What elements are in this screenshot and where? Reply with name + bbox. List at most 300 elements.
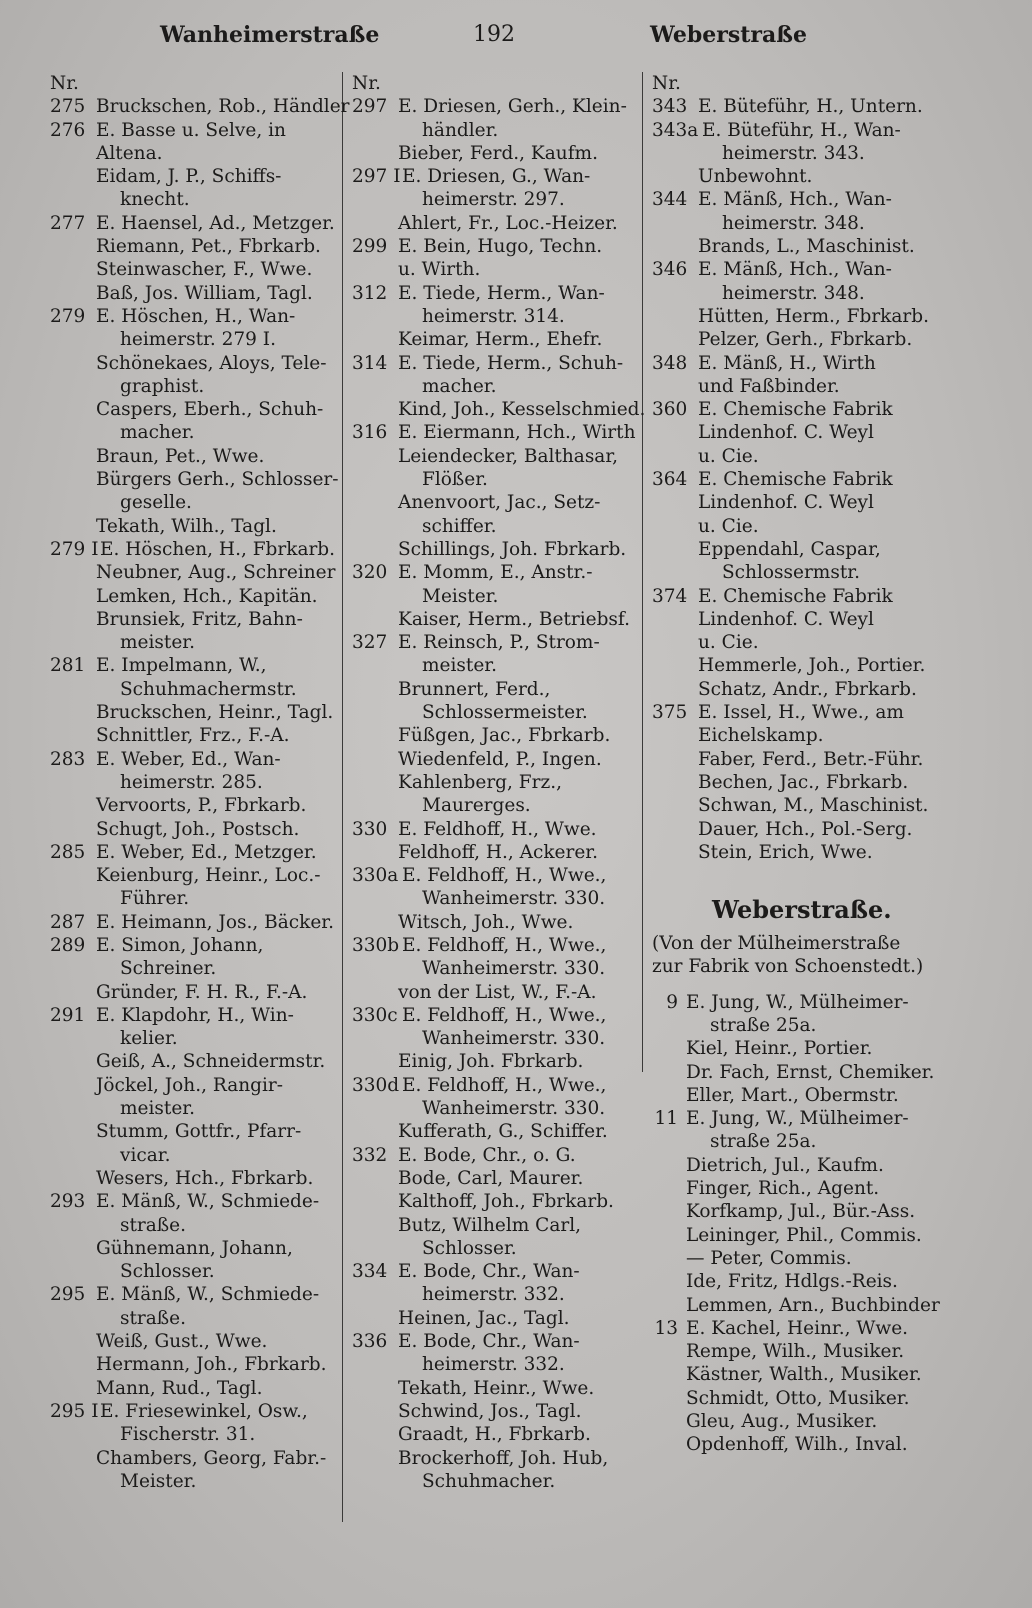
entry-text: Schugt, Joh., Postsch.: [96, 818, 300, 840]
directory-entry: [652, 585, 982, 608]
entry-text: Eller, Mart., Obermstr.: [686, 1084, 899, 1106]
header-street-left: Wanheimerstraße: [160, 22, 380, 48]
entry-text: Eppendahl, Caspar,: [698, 538, 881, 560]
entry-text: E. Issel, H., Wwe., am: [698, 702, 904, 724]
directory-entry: [352, 794, 642, 817]
entry-text: u. Wirth.: [398, 259, 481, 281]
entry-text: straße 25a.: [710, 1131, 817, 1153]
entry-text: Bürgers Gerh., Schlosser-: [96, 469, 339, 491]
directory-entry: [652, 1363, 982, 1386]
directory-entry: [50, 95, 350, 118]
entry-text: Lindenhof. C. Weyl: [698, 422, 874, 444]
directory-entry: [652, 1037, 982, 1060]
house-number: 348: [652, 352, 688, 374]
house-number: 13: [654, 1317, 678, 1339]
entry-text: Chambers, Georg, Fabr.-: [96, 1447, 327, 1469]
directory-entry: [50, 445, 350, 468]
directory-entry: [352, 1214, 642, 1237]
directory-entry: [50, 375, 350, 398]
entry-text: Faber, Ferd., Betr.-Führ.: [698, 748, 924, 770]
entry-text: Finger, Rich., Agent.: [686, 1178, 880, 1200]
entry-text: Ahlert, Fr., Loc.-Heizer.: [398, 212, 618, 234]
entry-text: Schillings, Joh. Fbrkarb.: [398, 538, 627, 560]
house-number: 277: [50, 212, 86, 234]
house-number: 330a: [352, 865, 399, 887]
entry-text: Meister.: [422, 585, 499, 607]
entry-text: E. Klapdohr, H., Win-: [96, 1004, 294, 1026]
directory-entry: [50, 1144, 350, 1167]
entry-text: E. Eiermann, Hch., Wirth: [398, 422, 636, 444]
entry-text: knecht.: [120, 189, 190, 211]
house-number: 297: [352, 96, 388, 118]
directory-entry: [352, 561, 642, 584]
directory-entry: [50, 1074, 350, 1097]
entry-text: Stumm, Gottfr., Pfarr-: [96, 1121, 302, 1143]
street-description: (Von der Mülheimerstraße: [652, 933, 901, 955]
nr-heading: Nr.: [352, 73, 381, 94]
entry-text: Flößer.: [422, 469, 488, 491]
directory-entry: [50, 957, 350, 980]
directory-entry: [352, 468, 642, 491]
header-street-right: Weberstraße: [650, 22, 807, 48]
house-number: 283: [50, 748, 86, 770]
house-number: 9: [666, 991, 678, 1013]
directory-entry: [352, 305, 642, 328]
entry-text: Eichelskamp.: [698, 725, 824, 747]
entry-text: u. Cie.: [698, 445, 759, 467]
directory-entry: [50, 701, 350, 724]
directory-entry: [652, 1154, 982, 1177]
entry-text: Bruckschen, Rob., Händler: [96, 96, 350, 118]
directory-entry: [352, 1097, 642, 1120]
entry-text: Butz, Wilhelm Carl,: [398, 1214, 582, 1236]
entry-text: Weiß, Gust., Wwe.: [96, 1331, 268, 1353]
directory-entry: [50, 188, 350, 211]
entry-text: Brockerhoff, Joh. Hub,: [398, 1447, 609, 1469]
directory-entry: [50, 654, 350, 677]
directory-entry: [352, 1260, 642, 1283]
directory-entry: [352, 1330, 642, 1353]
directory-entry: [352, 585, 642, 608]
entry-text: Schreiner.: [120, 958, 217, 980]
entry-text: E. Driesen, G., Wan-: [402, 166, 591, 188]
directory-entry: [352, 515, 642, 538]
directory-entry: [352, 608, 642, 631]
directory-entry: [352, 375, 642, 398]
entry-text: Braun, Pet., Wwe.: [96, 445, 265, 467]
street-title-weberstrasse: Weberstraße.: [712, 895, 892, 925]
directory-entry: [50, 212, 350, 235]
entry-text: Bechen, Jac., Fbrkarb.: [698, 771, 909, 793]
directory-entry: [352, 1237, 642, 1260]
entry-text: Feldhoff, H., Ackerer.: [398, 841, 598, 863]
directory-entry: [50, 1423, 350, 1446]
directory-entry: [50, 771, 350, 794]
directory-entry: [652, 515, 982, 538]
directory-entry: [652, 165, 982, 188]
directory-entry: [652, 1387, 982, 1410]
entry-text: E. Haensel, Ad., Metzger.: [96, 212, 335, 234]
entry-text: Kufferath, G., Schiffer.: [398, 1121, 608, 1143]
directory-entry: [352, 934, 642, 957]
directory-entry: [652, 1270, 982, 1293]
entry-text: Witsch, Joh., Wwe.: [398, 911, 574, 933]
entry-text: Kalthoff, Joh., Fbrkarb.: [398, 1191, 614, 1213]
entry-text: Wanheimerstr. 330.: [422, 958, 606, 980]
directory-entry: [50, 398, 350, 421]
entry-text: Brunsiek, Fritz, Bahn-: [96, 608, 303, 630]
directory-entry: [50, 1004, 350, 1027]
house-number: 346: [652, 259, 688, 281]
entry-text: Bieber, Ferd., Kaufm.: [398, 142, 598, 164]
entry-text: meister.: [120, 1098, 195, 1120]
entry-text: Jöckel, Joh., Rangir-: [96, 1074, 284, 1096]
directory-entry: [652, 631, 982, 654]
entry-text: Schlosser.: [422, 1237, 517, 1259]
entry-text: Brands, L., Maschinist.: [698, 236, 915, 258]
directory-entry: [652, 748, 982, 771]
directory-entry: [652, 1433, 982, 1456]
directory-entry: [352, 631, 642, 654]
directory-entry: [352, 724, 642, 747]
entry-text: Rempe, Wilh., Musiker.: [686, 1341, 905, 1363]
directory-entry: [352, 352, 642, 375]
directory-entry: [50, 1190, 350, 1213]
entry-text: Kahlenberg, Frz.,: [398, 771, 562, 793]
entry-text: Wiedenfeld, P., Ingen.: [398, 748, 602, 770]
directory-entry: [50, 1470, 350, 1493]
directory-entry: [652, 421, 982, 444]
entry-text: macher.: [120, 422, 195, 444]
entry-text: E. Feldhoff, H., Wwe.,: [402, 1004, 607, 1026]
entry-text: Wanheimerstr. 330.: [422, 1028, 606, 1050]
entry-text: Opdenhoff, Wilh., Inval.: [686, 1434, 908, 1456]
house-number: 336: [352, 1331, 388, 1353]
directory-entry: [652, 991, 982, 1014]
page-header: [0, 22, 1032, 62]
directory-entry: [352, 119, 642, 142]
house-number: 374: [652, 585, 688, 607]
house-number: 330d: [352, 1074, 400, 1096]
entry-text: E. Büteführ, H., Untern.: [698, 96, 923, 118]
directory-entry: [50, 748, 350, 771]
directory-entry: [50, 608, 350, 631]
directory-entry: [50, 1260, 350, 1283]
directory-entry: [352, 421, 642, 444]
directory-entry: [652, 1340, 982, 1363]
entry-text: Baß, Jos. William, Tagl.: [96, 282, 313, 304]
directory-entry: [652, 142, 982, 165]
directory-entry: [50, 1447, 350, 1470]
entry-text: Einig, Joh. Fbrkarb.: [398, 1051, 584, 1073]
entry-text: Mann, Rud., Tagl.: [96, 1377, 263, 1399]
entry-text: E. Mänß, W., Schmiede-: [96, 1191, 320, 1213]
directory-entry: [50, 1307, 350, 1330]
house-number: 299: [352, 236, 388, 258]
entry-text: Kästner, Walth., Musiker.: [686, 1364, 922, 1386]
directory-entry: [50, 1330, 350, 1353]
directory-entry: [352, 188, 642, 211]
house-number: 332: [352, 1144, 388, 1166]
entry-text: E. Bein, Hugo, Techn.: [398, 236, 603, 258]
directory-entry: [50, 1353, 350, 1376]
directory-entry: [352, 1307, 642, 1330]
directory-entry: [352, 1190, 642, 1213]
directory-entry: [352, 1283, 642, 1306]
directory-entry: [652, 654, 982, 677]
entry-text: Maurerges.: [422, 795, 531, 817]
house-number: 330: [352, 818, 388, 840]
house-number: 327: [352, 632, 388, 654]
entry-text: u. Cie.: [698, 632, 759, 654]
directory-entry: [50, 119, 350, 142]
entry-text: E. Weber, Ed., Metzger.: [96, 841, 317, 863]
entry-text: graphist.: [120, 375, 205, 397]
directory-entry: [50, 1214, 350, 1237]
directory-entry: [50, 1027, 350, 1050]
entry-text: E. Bode, Chr., o. G.: [398, 1144, 576, 1166]
entry-text: E. Büteführ, H., Wan-: [702, 119, 901, 141]
directory-entry: [352, 282, 642, 305]
directory-entry: [50, 981, 350, 1004]
entry-text: Schlossermeister.: [422, 702, 588, 724]
entry-text: straße.: [120, 1214, 186, 1236]
entry-text: E. Jung, W., Mülheimer-: [686, 991, 909, 1013]
directory-entry: [652, 818, 982, 841]
entry-text: Tekath, Wilh., Tagl.: [96, 515, 277, 537]
house-number: 343a: [652, 119, 699, 141]
directory-entry: [652, 1410, 982, 1433]
directory-entry: [50, 887, 350, 910]
entry-text: Schmidt, Otto, Musiker.: [686, 1387, 910, 1409]
entry-text: Dietrich, Jul., Kaufm.: [686, 1154, 884, 1176]
directory-entry: [50, 538, 350, 561]
entry-text: Kiel, Heinr., Portier.: [686, 1038, 873, 1060]
entry-text: Hermann, Joh., Fbrkarb.: [96, 1354, 327, 1376]
entry-text: Gründer, F. H. R., F.-A.: [96, 981, 308, 1003]
directory-entry: [352, 142, 642, 165]
house-number: 285: [50, 841, 86, 863]
directory-entry: [652, 375, 982, 398]
entry-text: E. Mänß, W., Schmiede-: [96, 1284, 320, 1306]
directory-entry: [352, 212, 642, 235]
entry-text: Lindenhof. C. Weyl: [698, 492, 874, 514]
directory-entry: [352, 1423, 642, 1446]
nr-heading: Nr.: [50, 73, 79, 94]
directory-entry: [352, 1353, 642, 1376]
entry-text: Bruckschen, Heinr., Tagl.: [96, 702, 334, 724]
directory-entry: [352, 1167, 642, 1190]
entry-text: E. Bode, Chr., Wan-: [398, 1261, 580, 1283]
directory-entry: [652, 608, 982, 631]
entry-text: heimerstr. 332.: [422, 1284, 565, 1306]
directory-entry: [652, 841, 982, 864]
directory-entry: [50, 1237, 350, 1260]
directory-column-1: [50, 72, 350, 1493]
entry-text: Heinen, Jac., Tagl.: [398, 1307, 570, 1329]
house-number: 316: [352, 422, 388, 444]
house-number: 334: [352, 1261, 388, 1283]
directory-entry: [652, 1130, 982, 1153]
directory-entry: [50, 468, 350, 491]
directory-entry: [50, 165, 350, 188]
directory-entry: [352, 864, 642, 887]
entry-text: Füßgen, Jac., Fbrkarb.: [398, 725, 611, 747]
house-number: 344: [652, 189, 688, 211]
house-number: 279: [50, 305, 86, 327]
house-number: 11: [654, 1108, 678, 1130]
entry-text: E. Mänß, Hch., Wan-: [698, 189, 892, 211]
entry-text: E. Reinsch, P., Strom-: [398, 632, 600, 654]
entry-text: Riemann, Pet., Fbrkarb.: [96, 236, 321, 258]
entry-text: E. Weber, Ed., Wan-: [96, 748, 281, 770]
directory-entry: [50, 585, 350, 608]
entry-text: heimerstr. 348.: [722, 282, 865, 304]
entry-text: E. Mänß, Hch., Wan-: [698, 259, 892, 281]
entry-text: Gühnemann, Johann,: [96, 1237, 293, 1259]
entry-text: Schwan, M., Maschinist.: [698, 795, 929, 817]
directory-entry: [50, 352, 350, 375]
column-divider: [642, 72, 643, 1072]
directory-entry: [652, 398, 982, 421]
entry-text: kelier.: [120, 1028, 178, 1050]
entry-text: Pelzer, Gerh., Fbrkarb.: [698, 329, 913, 351]
entry-text: Schuhmacher.: [422, 1470, 556, 1492]
directory-entry: [50, 1400, 350, 1423]
house-number: 281: [50, 655, 86, 677]
entry-text: E. Impelmann, W.,: [96, 655, 267, 677]
directory-entry: [50, 328, 350, 351]
entry-text: Meister.: [120, 1470, 197, 1492]
directory-entry: [652, 1084, 982, 1107]
directory-entry: [50, 864, 350, 887]
directory-entry: [50, 305, 350, 328]
directory-entry: [652, 1107, 982, 1130]
entry-text: Keienburg, Heinr., Loc.-: [96, 865, 321, 887]
directory-entry: [352, 398, 646, 421]
entry-text: E. Simon, Johann,: [96, 934, 264, 956]
directory-entry: [652, 538, 982, 561]
entry-text: Lindenhof. C. Weyl: [698, 608, 874, 630]
directory-entry: [352, 165, 642, 188]
directory-column-2: [352, 72, 646, 1493]
directory-entry: [652, 491, 982, 514]
entry-text: Anenvoort, Jac., Setz-: [398, 492, 601, 514]
entry-text: E. Bode, Chr., Wan-: [398, 1331, 580, 1353]
entry-text: schiffer.: [422, 515, 497, 537]
entry-text: Dr. Fach, Ernst, Chemiker.: [686, 1061, 935, 1083]
directory-entry: [652, 445, 982, 468]
entry-text: E. Chemische Fabrik: [698, 585, 893, 607]
entry-text: Gleu, Aug., Musiker.: [686, 1411, 878, 1433]
entry-text: Führer.: [120, 888, 190, 910]
entry-text: Geiß, A., Schneidermstr.: [96, 1051, 326, 1073]
directory-entry: [652, 328, 982, 351]
entry-text: heimerstr. 343.: [722, 142, 865, 164]
entry-text: Vervoorts, P., Fbrkarb.: [96, 795, 307, 817]
directory-entry: [352, 1447, 642, 1470]
entry-text: E. Feldhoff, H., Wwe.,: [402, 865, 607, 887]
entry-text: Korfkamp, Jul., Bür.-Ass.: [686, 1201, 916, 1223]
directory-entry: [352, 235, 642, 258]
entry-text: Brunnert, Ferd.,: [398, 678, 551, 700]
directory-entry: [652, 794, 982, 817]
entry-text: Lemmen, Arn., Buchbinder: [686, 1294, 940, 1316]
directory-entry: [652, 95, 982, 118]
directory-entry: [352, 911, 642, 934]
directory-entry: [50, 678, 350, 701]
directory-entry: [50, 1120, 350, 1143]
directory-entry: [50, 142, 350, 165]
entry-text: Kind, Joh., Kesselschmied.: [398, 399, 646, 421]
entry-text: Bode, Carl, Maurer.: [398, 1167, 584, 1189]
entry-text: E. Feldhoff, H., Wwe.,: [402, 1074, 607, 1096]
directory-entry: [352, 1400, 642, 1423]
directory-entry: [652, 258, 982, 281]
directory-entry: [352, 654, 642, 677]
entry-text: Schuhmachermstr.: [120, 678, 297, 700]
directory-entry: [652, 305, 982, 328]
directory-entry: [652, 212, 982, 235]
directory-entry: [352, 887, 642, 910]
directory-entry: [50, 1377, 350, 1400]
directory-entry: [50, 491, 350, 514]
directory-entry: [50, 794, 350, 817]
house-number: 293: [50, 1191, 86, 1213]
house-number: 295: [50, 1284, 86, 1306]
directory-entry: [352, 771, 642, 794]
directory-entry: [652, 468, 982, 491]
entry-text: heimerstr. 314.: [422, 305, 565, 327]
entry-text: Wanheimerstr. 330.: [422, 888, 606, 910]
entry-text: geselle.: [120, 492, 192, 514]
directory-entry: [652, 282, 982, 305]
entry-text: Schatz, Andr., Fbrkarb.: [698, 678, 917, 700]
directory-entry: [652, 701, 982, 724]
entry-text: von der List, W., F.-A.: [398, 981, 597, 1003]
entry-text: und Faßbinder.: [698, 375, 840, 397]
directory-entry: [352, 701, 642, 724]
entry-text: Eidam, J. P., Schiffs-: [96, 166, 282, 188]
entry-text: E. Tiede, Herm., Wan-: [398, 282, 605, 304]
entry-text: Tekath, Heinr., Wwe.: [398, 1377, 595, 1399]
house-number: 279 I: [50, 538, 99, 560]
directory-entry: [50, 235, 350, 258]
directory-entry: [352, 1144, 642, 1167]
entry-text: E. Driesen, Gerh., Klein-: [398, 96, 627, 118]
entry-text: straße.: [120, 1307, 186, 1329]
directory-entry: [50, 1097, 350, 1120]
directory-entry: [652, 1177, 982, 1200]
entry-text: E. Höschen, H., Wan-: [96, 305, 296, 327]
entry-text: — Peter, Commis.: [686, 1247, 852, 1269]
entry-text: Schlosser.: [120, 1261, 215, 1283]
house-number: 275: [50, 96, 86, 118]
directory-entry: [652, 352, 982, 375]
entry-text: E. Jung, W., Mülheimer-: [686, 1108, 909, 1130]
directory-entry: [352, 841, 642, 864]
house-number: 314: [352, 352, 388, 374]
entry-text: heimerstr. 332.: [422, 1354, 565, 1376]
directory-entry: [352, 818, 642, 841]
entry-text: E. Chemische Fabrik: [698, 399, 893, 421]
directory-entry: [50, 515, 350, 538]
entry-text: E. Kachel, Heinr., Wwe.: [686, 1317, 909, 1339]
directory-entry: [352, 1004, 642, 1027]
directory-entry: [652, 1014, 982, 1037]
directory-entry: [50, 421, 350, 444]
house-number: 312: [352, 282, 388, 304]
